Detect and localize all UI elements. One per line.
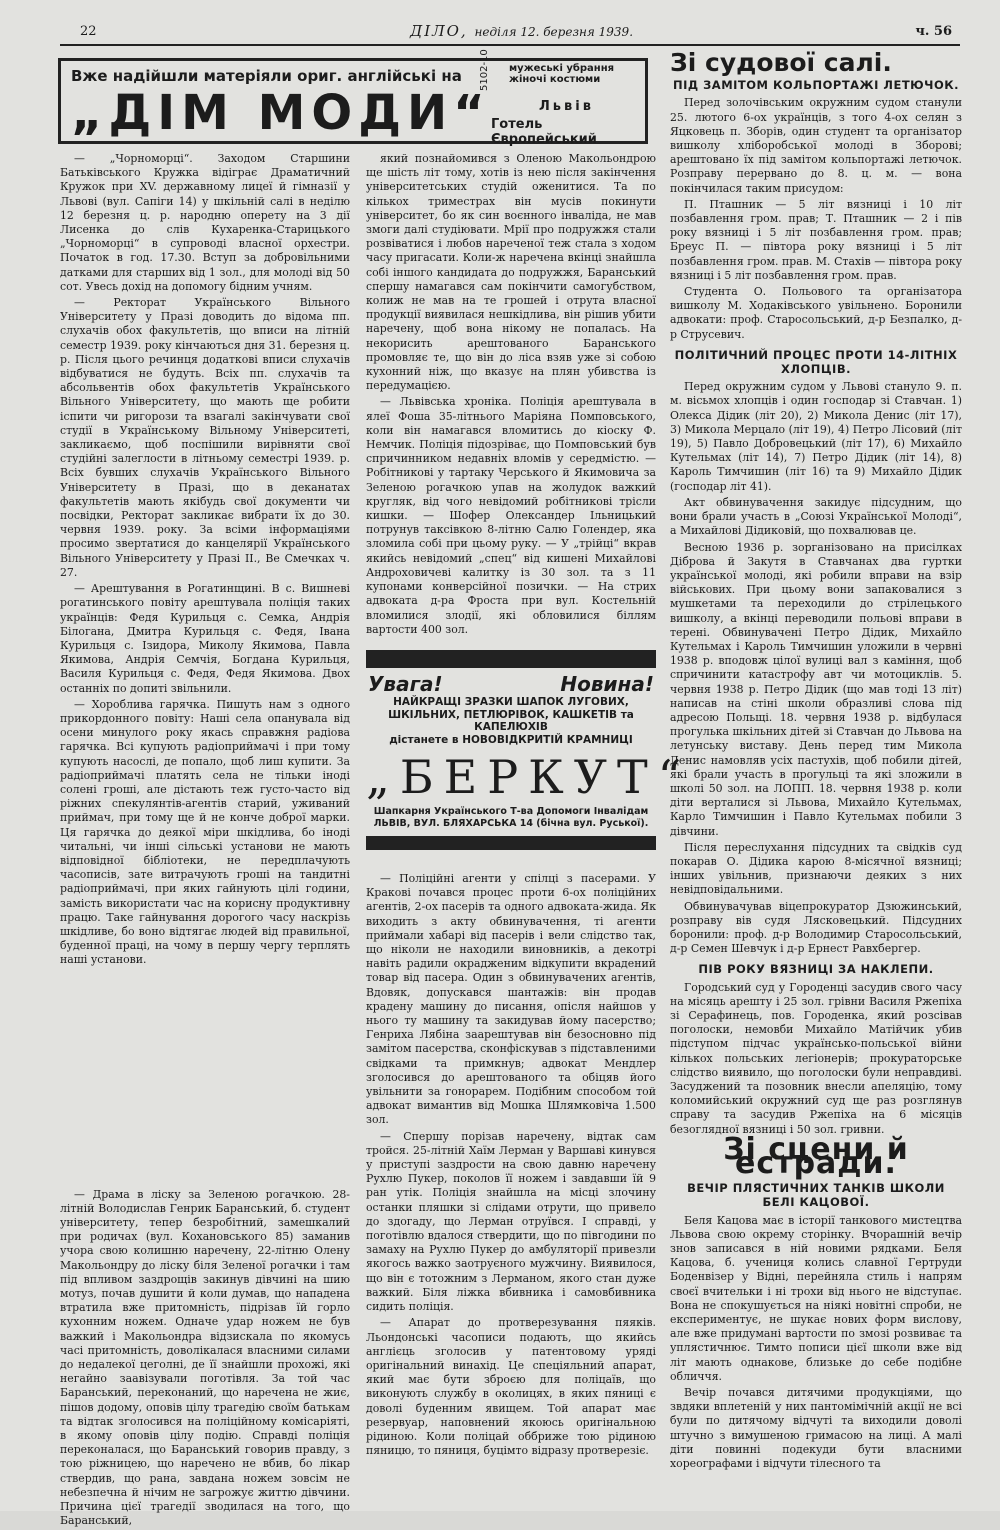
article-dance-evening: Беля Кацова має в історії танкового мистецтва Львова свою окрему сторінку. Вчорашній вечір знов записався в ній новими рядками. Беля Кацова, б. учениця колись славної Гертруди Боденвізер у Відні, перейняла стиль і напрям своєї вчительки і ні трохи від нього не відступає. Вона не спокушується на ніякі новітні спроби, не експериментує, не шукає нових форм вислову, але вже придумані вартости по змозі розвиває та уплястичнює. Тимто пописи цієї школи вже від літ мають однакове, близьке до себе подібне обличчя. [670, 1213, 962, 1383]
article-leaflets-defense: Студента О. Польового та організатора вишколу М. Ходаківського увільнено. Боронили адвокати: проф. Старосольський, д-р Безпалко, д-р Струсевич. [670, 285, 962, 341]
masthead-title [410, 22, 633, 40]
paper-name: ДІЛО, [410, 22, 468, 40]
issue-number: ч. 56 [915, 24, 952, 39]
ad-berkut-top-bar [366, 650, 656, 668]
article-political-trial-defense: Обвинувачував віцепрокуратор Дзюжинський, розправу вів судя Лясковецький. Підсудних боронили: проф. д-р Володимир Старосольський, д-р Семен Шевчук і д-р Ернест Равхбергер. [670, 899, 962, 956]
article-leaflets-verdict: П. Пташник — 5 літ вязниці і 10 літ позбавлення гром. прав; Т. Пташник — 2 і пів року вязниці і 5 літ позбавлення гром. прав; Бреус П. — півтора року вязниці і 5 літ позбавлення гром. прав. М. Стахів — півтора року вязниці і 5 літ позбавлення гром. прав. [670, 197, 962, 282]
heading-dance-evening: ВЕЧІР ПЛЯСТИЧНИХ ТАНКІВ ШКОЛИ БЕЛІ КАЦОВОЇ. [687, 1181, 945, 1210]
article-leaflets: Перед золочівським окружним судом станули 25. лютого 6-ох українців, з того 4-ох селян з Яцковець п. Зборів, один студент та організатор вишколу хліборобської молоді в Зборові; арештовано їх під замітом кольпортажі летючок. Розправу перервано до 8. ц. м. — вона покінчилася таким присудом: [670, 96, 962, 195]
ad-dim-mody-brand: „ДІМ МОДИ“ [71, 85, 491, 141]
ad-berkut [366, 650, 692, 864]
article-drama: — Драма в ліску за Зеленою рогачкою. 28-літній Володислав Генрик Баранський, б. студент університету, тепер безробітний, замешкалий при родичах (вул. Кохановського 85) заманив учора свою колишню наречену, 22-літню Олену Макольондру до ліску біля Зеленої рогачки і там під впливом заздрощів закинув дівчині на шию мотуз, почав душити й коли думав, що нападена втратила вже притомність, підрізав їй горло кухонним ножем. Одначе удар ножем не був важкий і Макольондра відзискала по якомусь часі притомність, доволікалася власними силами до недалекої цеголні, де її знайшли прохожі, які негайно заавізували поготівля. За той час Баранський, переконаний, що наречена не жиє, пішов додому, оповів цілу трагедію своїм батькам та відтак зголосився на поліційному комісаріяті, в якому оповів цілу подію. Справді поліція переконалася, що Баранський говорив правду, з тою ріжницею, що наречено не вбив, бо лікар ствердив, що рана, завдана ножем зовсім не небезпечна й нічим не загрожує життю дівчини. Причина цієї трагедії зводилася на того, що Баранський, [60, 1187, 350, 1528]
column-gap [60, 970, 350, 1188]
article-sobering-device: — Апарат до протверезування пяяків. Льондонські часописи подають, що якийсь англієць зголосив у патентовому уряді оригінальний винахід. Це спеціяльний апарат, який має бути зброєю для поліцаїв, що виконують службу в околицях, в яких пяниці є доволі буденним явищем. Той апарат має резервуар, наповнений якоюсь оригінальною рідиною. Коли поліцай оббриже тою рідиною пяницю, то пяниця, буцімто відразу протверезіє. [366, 1316, 656, 1458]
article-political-trial-verdict: Після переслухання підсудних та свідків суд покарав О. Дідика карою 8-місячної вязниці; інших увільнив, признаючи деяких з них невідповідальними. [670, 840, 962, 897]
article-arrests: — Арештування в Рогатинщині. В с. Вишневі рогатинського повіту арештувала поліція таких українців: Федя Курильця с. Семка, Андрія Білогана, Дмитра Курильця с. Федя, Івана Курильця с. Ізидора, Миколу Якимова, Павла Якимова, Андрія Семчія, Богдана Курильця, Василя Курильця с. Федя, Федя Якимова. Двох останніх по допиті звільнили. [60, 582, 350, 695]
article-police-agents: — Поліційні агенти у спілці з пасерами. У Кракові почався процес проти 6-ох поліційних агентів, 2-ох пасерів та одного адвоката-жида. Як виходить з акту обвинувачення, ті агенти приймали хабарі від пасерів і вели слідство так, що ніколи не находили виновників, а декотрі навіть радили окрадженим відкупити вкрадений товар від пасера. Один з обвинувачених агентів, Вдовяк, допускався шантажів: він продав крадену машину до писання, опісля найшов у нього ту машину та закидував йому пасерство; Генриха Лябіна заарештував він безосновно під замітом пасерства, сконфіскував з підставленими свідками та примкнув; адвокат Мендлер зголосився до арештованого та обіцяв його увільнити за гонорарем. Подібним способом той адвокат вимантив від Мошка Шлямковіча 1.500 зол. [366, 872, 656, 1127]
ad-dim-mody [58, 49, 648, 147]
column-2-lower [366, 872, 656, 1460]
ad-berkut-brand: „БЕРКУТ“ [366, 750, 692, 804]
article-radio-fever: — Хороблива гарячка. Пишуть нам з одного прикордонного повіту: Наші села опанувала від осени минулого року якась справжня радіова гарячка. Всі купують радіоприймачі і при тому купують насослі, де попало, щоб лиш купити. За радіоприймачі платять села не тільки іноді солені гроші, але дістають теж густо-часто від ріжних спекулянтів-агентів старий, уживаний приймач, при тому ще й не конче доброї марки. Ця гарячка до деякої міри шкідлива, бо іноді читальні, чи інші сільські установи не мають відповідної бібліотеки, не передплачують часописів, зате витрачують гроші на тандитні радіоприймачі, при яких гайнують цілі години, замість використати час на корисну продуктивну працю. Таке гайнування дорогого часу наскрізь шкідливе, бо воно відтягає людей від правильної, буденної праці, на чому в першу чергу терплять наші установи. [60, 697, 350, 967]
ad-dim-mody-line1: Вже надійшли матеріяли ориг. англійські на [71, 67, 462, 85]
ad-berkut-line2: дістанете в НОВОВІДКРИТІЙ КРАМНИЦІ [389, 733, 633, 746]
issue-date: неділя 12. березня 1939. [474, 25, 634, 39]
article-chornomortsi: — „Чорноморці“. Заходом Старшини Батьківського Кружка відіграє Драматичний Кружок при XV. державному лицеї й гімназії у Львові (вул. Сапіги 14) у шкільній салі в неділю 12 березня ц. р. народню оперету на 3 дії Лисенка до слів Кухаренка-Старицького „Чорноморці“ в супроводі власної орхестри. Початок в год. 17.30. Вступ за добровільними датками для старших від 1 зол., для молоді від 50 сот. Увесь дохід на допомогу бідним учням. [60, 152, 350, 293]
ad-dim-mody-line1b: мужеські убрання жіночі костюми [509, 63, 615, 85]
section-title-stage: Зі сцени й естради. [723, 1131, 909, 1182]
column-2 [366, 152, 656, 639]
article-political-trial: Перед окружним судом у Львові стануло 9. п. м. вісьмох хлопців і один господар зі Ставчан. 1) Олекса Дідик (літ 20), 2) Микола Денис (літ 17), 3) Микола Мерцало (літ 19), 4) Петро Лісовий (літ 19), 5) Павло Добровецький (літ 17), 6) Михайло Кутельмах (літ 14), 7) Петро Дідик (літ 14), 8) Кароль Тимчишин (літ 16) та 9) Михайло Дідик (господар літ 41). [670, 380, 962, 493]
ad-dim-mody-city: Львів [539, 99, 594, 114]
column-1 [60, 152, 350, 1530]
heading-leaflets: ПІД ЗАМІТОМ КОЛЬПОРТАЖІ ЛЕТЮЧОК. [672, 78, 960, 93]
heading-slander: ПІВ РОКУ ВЯЗНИЦІ ЗА НАКЛЕПИ. [698, 962, 934, 977]
article-political-trial-act: Акт обвинувачення закидує підсудним, що вони брали участь в „Союзі Української Молоді“, а Михайлові Дідиковій, що похвалював це. [670, 495, 962, 538]
ad-berkut-attention: Увага! [368, 672, 443, 696]
ad-berkut-line1: НАЙКРАЩІ ЗРАЗКИ ШАПОК ЛУГОВИХ, ШКІЛЬНИХ, ПЕТЛЮРІВОК, КАШКЕТІВ та КАПЕЛЮХІВ [388, 696, 634, 733]
page-number: 22 [80, 24, 97, 39]
ad-berkut-header [366, 668, 656, 696]
section-title-court: Зі судової салі. [670, 48, 892, 77]
ad-dim-mody-code: 5102-10 [479, 49, 490, 91]
column-3 [670, 48, 962, 1473]
ad-berkut-line3: Шапкарня Українського Т-ва Допомоги Інвалідам [373, 806, 649, 817]
article-rectorat: — Ректорат Українського Вільного Університету у Празі доводить до відома пп. слухачів обох факультетів, що вписи на літній семестр 1939. року кінчаються дня 31. березня ц. р. Після цього речинця додаткові вписи слухачів відбуватися не будуть. Всіх пп. слухачів та абсольвентів обох факультетів Українського Вільного Університету, що мають ще робити іспити чи ригорози та взагалі закінчувати свої студії в Українському Вільному Університеті, закликаємо, щоб поспішили вирівняти свої студійні залеглости в літньому семестрі 1939. р. Всіх бувших слухачів Українського Вільного Університету в Празі, що в деканатах факультетів мають якібудь свої документи чи посвідки, Ректорат закликає вибрати їх до 30. червня 1939. року. За всіми інформаціями просимо звертатися до канцелярії Українського Вільного Університету у Празі II., Ве Смечках ч. 27. [60, 296, 350, 579]
ad-dim-mody-hotel: Готель Європейський [491, 117, 597, 147]
article-slander: Городський суд у Городенці засудив свого часу на місяць арешту і 25 зол. грівни Василя Ржепіха зі Серафинець, пов. Городенка, який розсівав поголоски, немовби Михайло Матійчик убив підступом підчас українсько-польської війни кількох польських легіонерів; прокураторське слідство виявило, що поголоски були неправдиві. Засуджений та позовник внесли апеляцію, тому коломийський окружний суд ще раз розглянув справу та засудив Ржепіха на 6 місяців безоглядної вязниці і 50 зол. гривни. [670, 980, 962, 1136]
ad-berkut-line4: ЛЬВІВ, ВУЛ. БЛЯХАРСЬКА 14 (бічна вул. Руської). [373, 818, 649, 829]
masthead [60, 22, 960, 46]
article-lviv-chronicle: — Львівська хроніка. Поліція арештувала в ялеї Фоша 35-літнього Маріяна Помповського, коли він намагався вломитись до кіоску Ф. Немчик. Поліція підозріває, що Помповський був спричинником недавніх вломів у середмістю. — Робітникові у тартаку Черського й Якимовича за Зеленою рогачкою упав на жолудок важкий кругляк, від чого невідомий робітникові трісли кишки. — Шофер Олександер Ільницький потрунув таксівкою 8-літню Салю Голендер, яка зломила собі при цьому руку. — У „трійці“ вкрав якийсь невідомий „спец“ від кишені Михайлові Андроховичеві калитку із 30 зол. та з 11 купонами конверсійної позички. — На стрих адвоката д-ра Фроста при вул. Костельній вломилися злодії, які обловилися біллям вартости 400 зол. [366, 395, 656, 636]
heading-political-trial: ПОЛІТИЧНИЙ ПРОЦЕС ПРОТИ 14-ЛІТНІХ ХЛОПЦІВ. [674, 347, 958, 377]
article-political-trial-spring: Весною 1936 р. зорганізовано на присілках Діброва й Закутя в Ставчанах два гуртки української молоді, які робили вправи на взір військових. При цьому вони запаковалися з мушкетами та переходили до стрілецького вишколу, а вкінці переводили польові вправи в терені. Обвинувачені Петро Дідик, Михайло Кутельмах і Кароль Тимчишин уложили в червні 1938 р. вподовж цілої вулиці вал з каміння, щоб спричинити катастрофу авт чи мотоциклів. 5. червня 1938 р. Петро Дідик (що мав тоді 13 літ) написав на стіні школи образливі слова під адресою Польщі. 18. червня 1938 р. відбулася прогулька шкільних дітей зі Ставчан до Львова на летунську виставу. День перед тим Микола Денис намовляв усіх пастухів, щоб побили дітей, які брали участь в прогульці та які зложили в школі 50 зол. на ЛОПП. 18. червня 1938 р. коли діти верталися зі Львова, Михайло Кутельмах, Карло Тимчишин і Павло Кутельмах побили 3 дівчини. [670, 540, 962, 838]
article-bride-cut: — Спершу порізав наречену, відтак сам тройся. 25-літній Хаїм Лерман у Варшаві кинувся у приступі заздрости на свою давню наречену Рухлю Пукер, поколов її ножем і завдавши їй 9 ран утік. Поліція знайшла на місці злочину останки пляшки зі слідами отрути, що привело до здогаду, що Лерман отруївся. І справді, у поготівлю вдалося ствердити, що по півгодини по замаху на Рухлю Пукер до амбуляторії привезли якогось важко заотруєного мужчину. Виявилося, що він є тотожним з Лерманом, якого стан дуже важкий. Біля ліжка вбивника і самовбивника сидить поліція. [366, 1129, 656, 1314]
article-dance-evening-cont: Вечір почався дитячими продукціями, що звдяки вплетеній у них пантомімічній акції не всі були по дитячому відчуті та виходили доволі штучно з вимушеною гримасою на лиці. А малі діти повинні подекуди бути власними хореографами і відчути тілесного та [670, 1386, 962, 1471]
ad-berkut-bottom-bar [366, 836, 656, 850]
article-drama-cont: який познайомився з Оленою Макольондрою ще шість літ тому, хотів із нею після закінчення університетських студій оженитися. Та по кількох триместрах він мусів покинути університет, бо як син воєнного інваліда, не мав змоги далі студіювати. Мрії про подружжя стали розвіватися і любов нареченої теж стала з ходом часу пригасати. Коли-ж наречена вкінці знайшла собі іншого кандидата до подружжя, Баранський спершу намагався сам покінчити самогубством, колиж не мав на те грошей і отрута власної продукції виявилася нешкідлива, він рішив убити наречену, щоб вона нікому не попалась. На некорисить арештованого Баранського промовляє те, що він до ліса взяв уже зі собою кухонний ніж, що вказує на плян убивства із передумацією. [366, 152, 656, 393]
ad-berkut-news: Новина! [560, 672, 654, 696]
